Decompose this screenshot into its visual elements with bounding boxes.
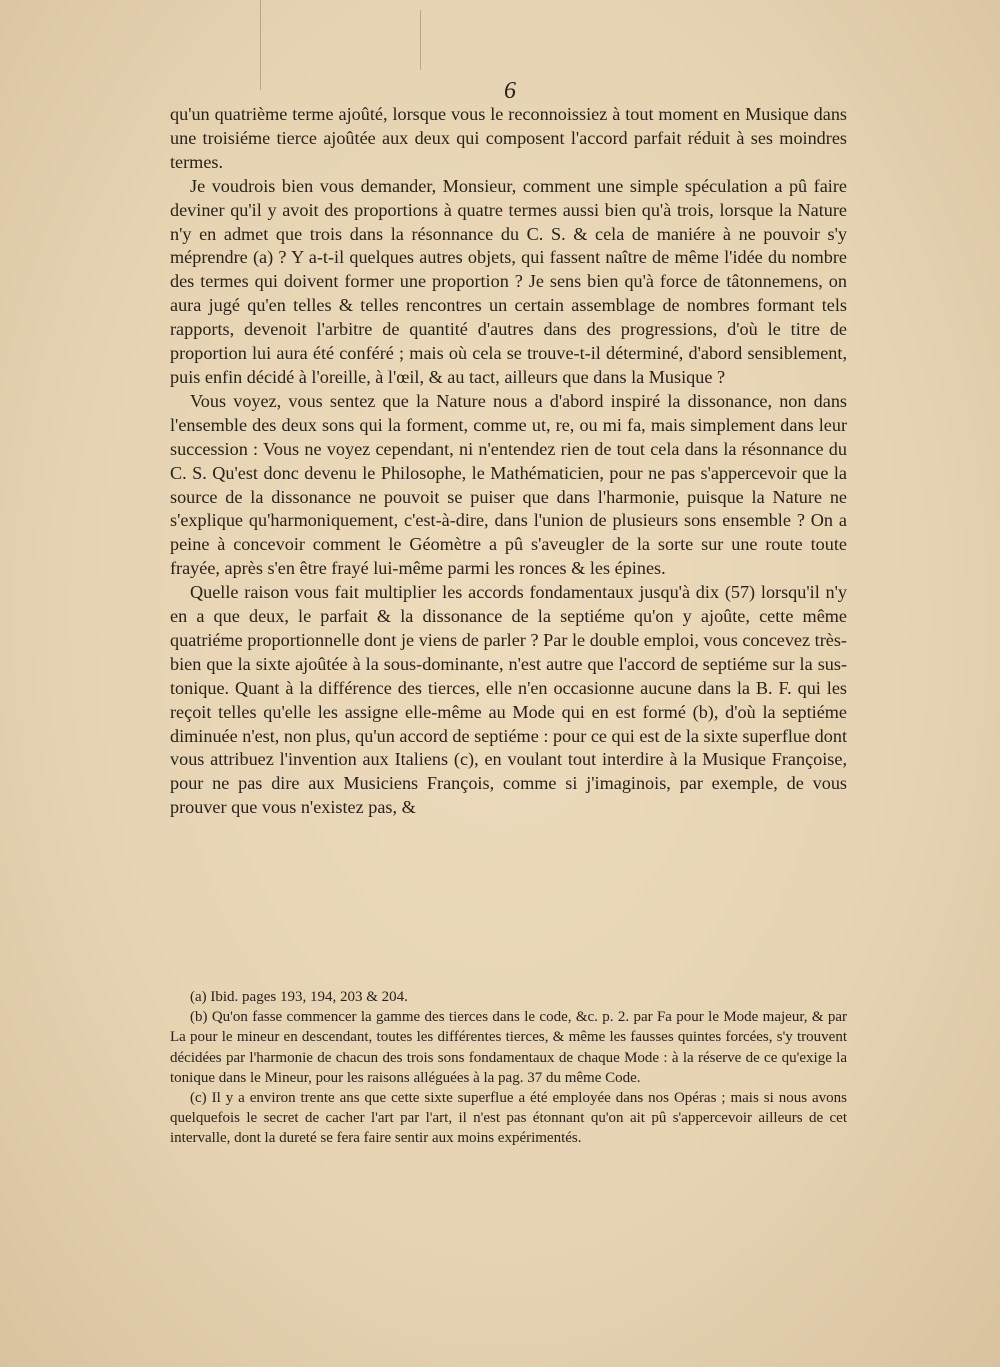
main-text	[170, 103, 847, 820]
paragraph-2: Je voudrois bien vous demander, Monsieur, comment une simple spéculation a pû faire deviner qu'il y avoit des proportions à quatre termes aussi bien qu'à trois, lorsque la Nature n'y en admet que trois dans la résonnance du C. S. & cela de maniére à ne pouvoir s'y méprendre (a) ? Y a-t-il quelques autres objets, qui fassent naître de même l'idée du nombre des termes qui doivent former une proportion ? Je sens bien qu'à force de tâtonnemens, on aura jugé qu'en telles & telles rencontres un certain assemblage de nombres formant tels rapports, devenoit l'arbitre de quantité d'autres dans des progressions, d'où le titre de proportion lui aura été conféré ; mais où cela se trouve-t-il déterminé, d'abord sensiblement, puis enfin décidé à l'oreille, à l'œil, & au tact, ailleurs que dans la Musique ?	[170, 175, 847, 387]
page-edge-mark	[260, 0, 261, 90]
footnote-b: (b) Qu'on fasse commencer la gamme des tierces dans le code, &c. p. 2. par Fa pour le Mode majeur, & par La pour le mineur en descendant, toutes les différentes tierces, & même les fausses quintes forcées, s'y trouvent décidées par l'harmonie de chacun des trois sons fondamentaux de chaque Mode : à la réserve de ce qu'exige la tonique dans le Mineur, pour les raisons alléguées à la pag. 37 du même Code.	[170, 1009, 847, 1086]
page-edge-mark	[420, 10, 421, 70]
page-number: 6	[504, 78, 516, 104]
paragraph-4: Quelle raison vous fait multiplier les accords fondamentaux jusqu'à dix (57) lorsqu'il n'y en a que deux, le parfait & la dissonance de la septiéme qu'on y ajoûte, cette même quatriéme proportionnelle dont je viens de parler ? Par le double emploi, vous concevez très-bien que la sixte ajoûtée à la sous-dominante, n'est autre que l'accord de septiéme sur la sus-tonique. Quant à la différence des tierces, elle n'en occasionne aucune dans la B. F. qui les reçoit telles qu'elle les assigne elle-même au Mode qui en est formé (b), d'où la septiéme diminuée n'est, non plus, qu'un accord de septiéme : pour ce qui est de la sixte superflue dont vous attribuez l'invention aux Italiens (c), en voulant tout interdire à la Musique Françoise, pour ne pas dire aux Musiciens François, comme si j'imaginois, par exemple, de vous prouver que vous n'existez pas, &	[170, 582, 847, 818]
paragraph-3: Vous voyez, vous sentez que la Nature nous a d'abord inspiré la dissonance, non dans l'ensemble des deux sons qui la forment, comme ut, re, ou mi fa, mais simplement dans leur succession : Vous ne voyez cependant, ni n'entendez rien de tout cela dans la résonnance du C. S. Qu'est donc devenu le Philosophe, le Mathématicien, pour ne pas s'appercevoir que la source de la dissonance ne pouvoit se puiser que dans l'harmonie, puisque la Nature ne s'explique qu'harmoniquement, c'est-à-dire, dans l'union de plusieurs sons ensemble ? On a peine à concevoir comment le Géomètre a pû s'aveugler de la sorte sur une route toute frayée, après s'en être frayé lui-même parmi les ronces & les épines.	[170, 390, 847, 579]
paragraph-1: qu'un quatrième terme ajoûté, lorsque vous le reconnoissiez à tout moment en Musique dans une troisiéme tierce ajoûtée aux deux qui composent l'accord parfait réduit à ses moindres termes.	[170, 104, 847, 172]
footnote-a: (a) Ibid. pages 193, 194, 203 & 204.	[190, 989, 408, 1005]
footnotes	[170, 987, 847, 1149]
footnote-c: (c) Il y a environ trente ans que cette sixte superflue a été employée dans nos Opéras ; mais si nous avons quelquefois le secret de cacher l'art par l'art, il n'est pas étonnant qu'on ait pû s'appercevoir ailleurs de cet intervalle, dont la dureté se fera faire sentir aux moins expérimentés.	[170, 1090, 847, 1147]
